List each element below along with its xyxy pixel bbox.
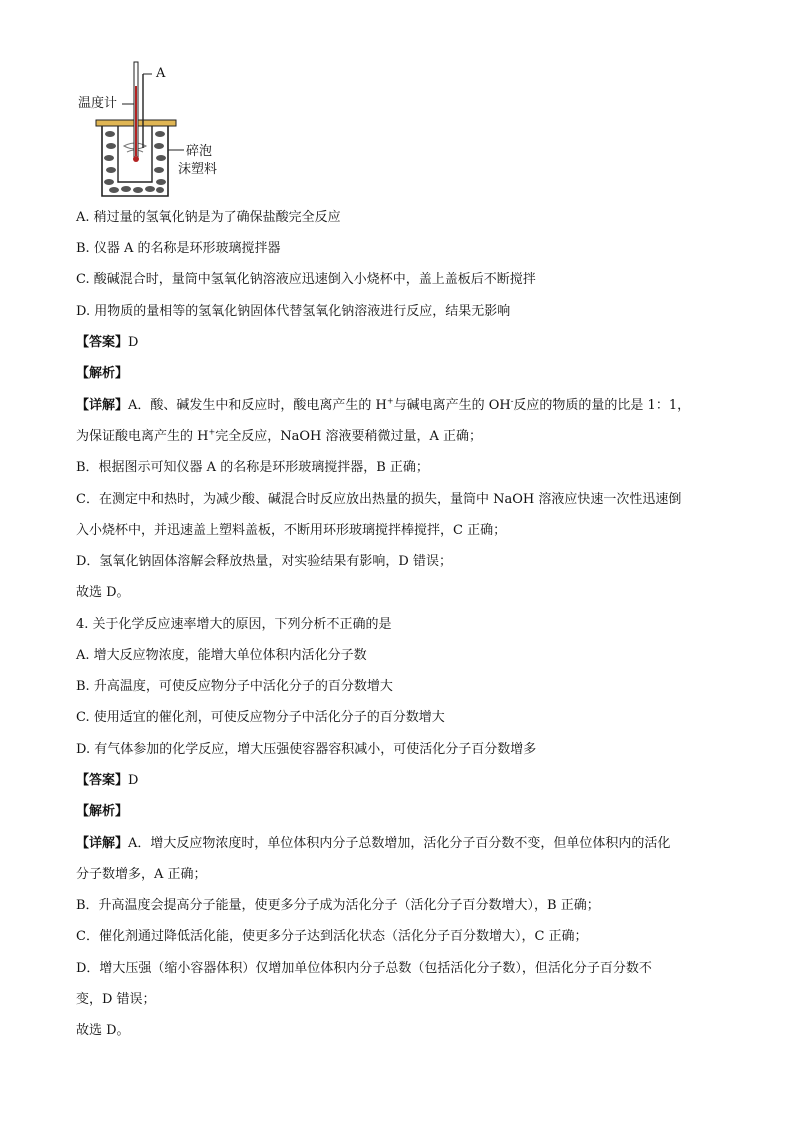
q4-option-c: C. 使用适宜的催化剂，可使反应物分子中活化分子的百分数增大 [76, 710, 445, 725]
q4-option-b: B. 升高温度，可使反应物分子中活化分子的百分数增大 [76, 679, 393, 694]
q3-detail-b: B．根据图示可知仪器 A 的名称是环形玻璃搅拌器，B 正确； [76, 460, 429, 475]
q3-detail-a1-pre: A．酸、碱发生中和反应时，酸电离产生的 H [128, 398, 387, 413]
q3-detail-a1-mid: 与碱电离产生的 OH [393, 398, 511, 413]
q3-detail-a2-pre: 为保证酸电离产生的 H [76, 429, 209, 444]
q4-option-a: A. 增大反应物浓度，能增大单位体积内活化分子数 [76, 648, 367, 663]
q3-hplus-sup-2: + [208, 427, 216, 437]
q3-detail-line2 [76, 427, 734, 447]
q3-answer-value: D [128, 335, 139, 350]
q4-choice: 故选 D。 [76, 1023, 130, 1038]
q3-option-a: A. 稍过量的氢氧化钠是为了确保盐酸完全反应 [76, 210, 341, 225]
q4-detail-line1 [76, 834, 734, 854]
q3-answer-label: 【答案】 [76, 335, 129, 350]
thermometer-label: 温度计 [78, 96, 118, 111]
q3-option-d: D. 用物质的量相等的氢氧化钠固体代替氢氧化钠溶液进行反应，结果无影响 [76, 304, 511, 319]
q4-analysis-label: 【解析】 [76, 804, 129, 819]
q4-detail-d1: D．增大压强（缩小容器体积）仅增加单位体积内分子总数（包括活化分子数），但活化分子百分数不 [76, 961, 652, 976]
q4-detail-c: C．催化剂通过降低活化能，使更多分子达到活化状态（活化分子百分数增大），C 正确； [76, 929, 588, 944]
q3-detail-a2-post: 完全反应，NaOH 溶液要稍微过量，A 正确； [215, 429, 482, 444]
q3-detail-d: D．氢氧化钠固体溶解会释放热量，对实验结果有影响，D 错误； [76, 554, 452, 569]
q3-option-c: C. 酸碱混合时，量筒中氢氧化钠溶液应迅速倒入小烧杯中，盖上盖板后不断搅拌 [76, 272, 536, 287]
q4-stem: 4. 关于化学反应速率增大的原因，下列分析不正确的是 [76, 617, 392, 632]
q3-choice: 故选 D。 [76, 585, 130, 600]
q4-detail-b: B．升高温度会提高分子能量，使更多分子成为活化分子（活化分子百分数增大），B 正确； [76, 898, 600, 913]
q4-detail-a2: 分子数增多，A 正确； [76, 867, 207, 882]
q3-ohminus-sup: - [510, 396, 514, 406]
calorimeter-figure [72, 56, 252, 206]
q4-detail-a1: A．增大反应物浓度时，单位体积内分子总数增加，活化分子百分数不变，但单位体积内的活化 [128, 836, 671, 851]
q4-detail-label: 【详解】 [76, 836, 129, 851]
q3-detail-label: 【详解】 [76, 398, 129, 413]
q4-answer-value: D [128, 773, 139, 788]
foam-label-line1: 碎泡 [186, 144, 213, 159]
foam-label-line2: 沫塑料 [178, 162, 218, 177]
q3-detail-line1 [76, 396, 734, 416]
q4-answer [76, 771, 734, 791]
q3-hplus-sup: + [386, 396, 394, 406]
q3-analysis-label: 【解析】 [76, 366, 129, 381]
q3-detail-c1: C．在测定中和热时，为减少酸、碱混合时反应放出热量的损失，量筒中 NaOH 溶液应快速一次性迅速倒 [76, 492, 682, 507]
q3-option-b: B. 仪器 A 的名称是环形玻璃搅拌器 [76, 241, 281, 256]
q3-detail-a1-post: 反应的物质的量的比是 1：1， [513, 398, 691, 413]
q3-detail-c2: 入小烧杯中，并迅速盖上塑料盖板，不断用环形玻璃搅拌棒搅拌，C 正确； [76, 523, 507, 538]
q4-detail-d2: 变，D 错误； [76, 992, 156, 1007]
q4-option-d: D. 有气体参加的化学反应，增大压强使容器容积减小，可使活化分子百分数增多 [76, 742, 537, 757]
stirrer-label: A [156, 66, 166, 81]
q3-answer [76, 333, 734, 353]
q4-answer-label: 【答案】 [76, 773, 129, 788]
